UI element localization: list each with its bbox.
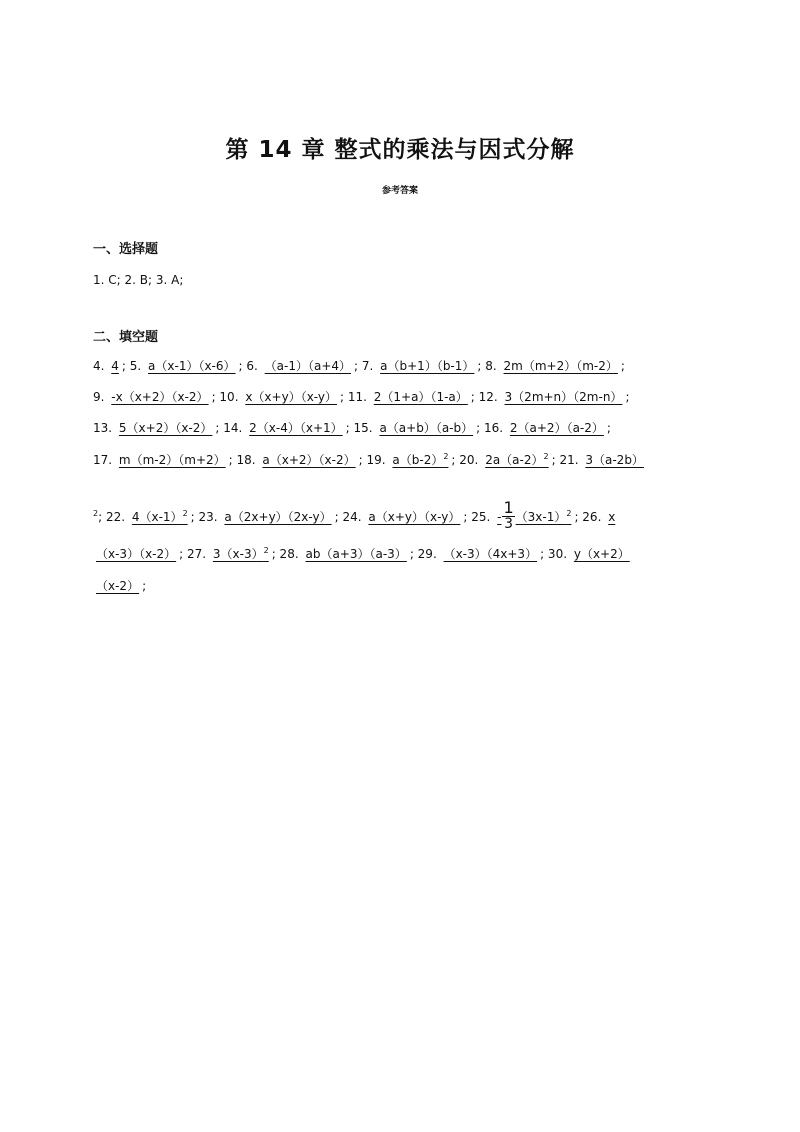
answer-21-start: 3（a-2b） — [585, 453, 644, 467]
answer-16: 2（a+2）（a-2） — [509, 421, 604, 435]
fill-answers-line-6: （x-3）（x-2） ; 27. $3(x-3)^2$ ; 28. ab（a+3）（a-3） ; 29. （x-3）（4x+3） ; 30. y（x+2） — [93, 545, 633, 562]
answer-6: （a-1）（a+4） — [264, 359, 352, 373]
answer-13: 5（x+2）（x-2） — [118, 421, 213, 435]
fill-answers-line-5: $^2$; 22. $4(x-1)^2$ ; 23. a（2x+y）（2x-y） ; 24. a（x+y）（x-y） ; 25. - $\frac{1}{3}$ $(3x-1)^2$ ; 26. x — [93, 502, 618, 533]
answer-25: - $\frac{1}{3}$ $(3x-1)^2$ — [497, 498, 572, 532]
answer-14: 2（x-4）（x+1） — [249, 421, 343, 435]
answer-12: 3（2m+n）（2m-n） — [504, 390, 623, 404]
fill-answers-line-3: 13. 5（x+2）（x-2） ; 14. 2（x-4）（x+1） ; 15. a（a+b）（a-b） ; 16. 2（a+2）（a-2） ; — [93, 421, 611, 435]
fill-answers-line-1: 4. 4 ; 5. a（x-1）（x-6） ; 6. （a-1）（a+4） ; 7. a（b+1）（b-1） ; 8. 2m（m+2）（m-2） ; — [93, 359, 625, 373]
exponent: 2 — [263, 546, 269, 555]
answer-10: x（x+y）（x-y） — [245, 390, 338, 404]
fill-answers-line-4: 17. m（m-2）（m+2） ; 18. a（x+2）（x-2） ; 19. $a(b-2)^2$ ; 20. $2a(a-2)^2$ ; 21. 3（a-2b） — [93, 451, 647, 468]
answer-20: $2a(a-2)^2$ — [485, 452, 549, 467]
answer-26-end: （x-3）（x-2） — [96, 547, 177, 561]
page-title: 第 14 章 整式的乘法与因式分解 — [225, 137, 575, 163]
answer-29: （x-3）（4x+3） — [443, 547, 538, 561]
answer-21-exponent: 2 — [93, 509, 99, 518]
exponent: 2 — [566, 509, 572, 518]
answer-24: a（x+y）（x-y） — [368, 510, 461, 524]
fill-answers-line-7: （x-2） ; — [93, 577, 146, 594]
exponent: 2 — [543, 452, 549, 461]
answer-17: m（m-2）（m+2） — [118, 453, 226, 467]
answer-22: $4(x-1)^2$ — [131, 509, 188, 524]
fraction: $\frac{1}{3}$ — [503, 498, 514, 532]
answer-26-start: x — [608, 510, 616, 524]
answer-15: a（a+b）（a-b） — [379, 421, 474, 435]
answer-23: a（2x+y）（2x-y） — [224, 510, 332, 524]
answer-18: a（x+2）（x-2） — [262, 453, 356, 467]
exponent: 2 — [182, 509, 188, 518]
answer-5: a（x-1）（x-6） — [148, 359, 236, 373]
page-subtitle: 参考答案 — [381, 186, 418, 196]
answer-28: ab（a+3）（a-3） — [305, 547, 407, 561]
fill-answers-line-2: 9. -x（x+2）（x-2） ; 10. x（x+y）（x-y） ; 11. 2（1+a）（1-a） ; 12. 3（2m+n）（2m-n） ; — [93, 390, 630, 404]
choice-answers: 1. C; 2. B; 3. A; — [93, 273, 184, 287]
section-heading-choice: 一、选择题 — [93, 242, 159, 257]
answer-8: 2m（m+2）（m-2） — [503, 359, 618, 373]
exponent: 2 — [443, 452, 449, 461]
answer-27: $3(x-3)^2$ — [212, 546, 269, 561]
answer-11: 2（1+a）（1-a） — [373, 390, 468, 404]
answer-4: 4 — [111, 359, 119, 373]
answer-9: -x（x+2）（x-2） — [111, 390, 209, 404]
answer-7: a（b+1）（b-1） — [380, 359, 475, 373]
answer-30-end: （x-2） — [96, 579, 140, 593]
answer-19: $a(b-2)^2$ — [392, 452, 449, 467]
section-heading-fill: 二、填空题 — [93, 330, 159, 345]
answer-30-start: y（x+2） — [573, 547, 630, 561]
